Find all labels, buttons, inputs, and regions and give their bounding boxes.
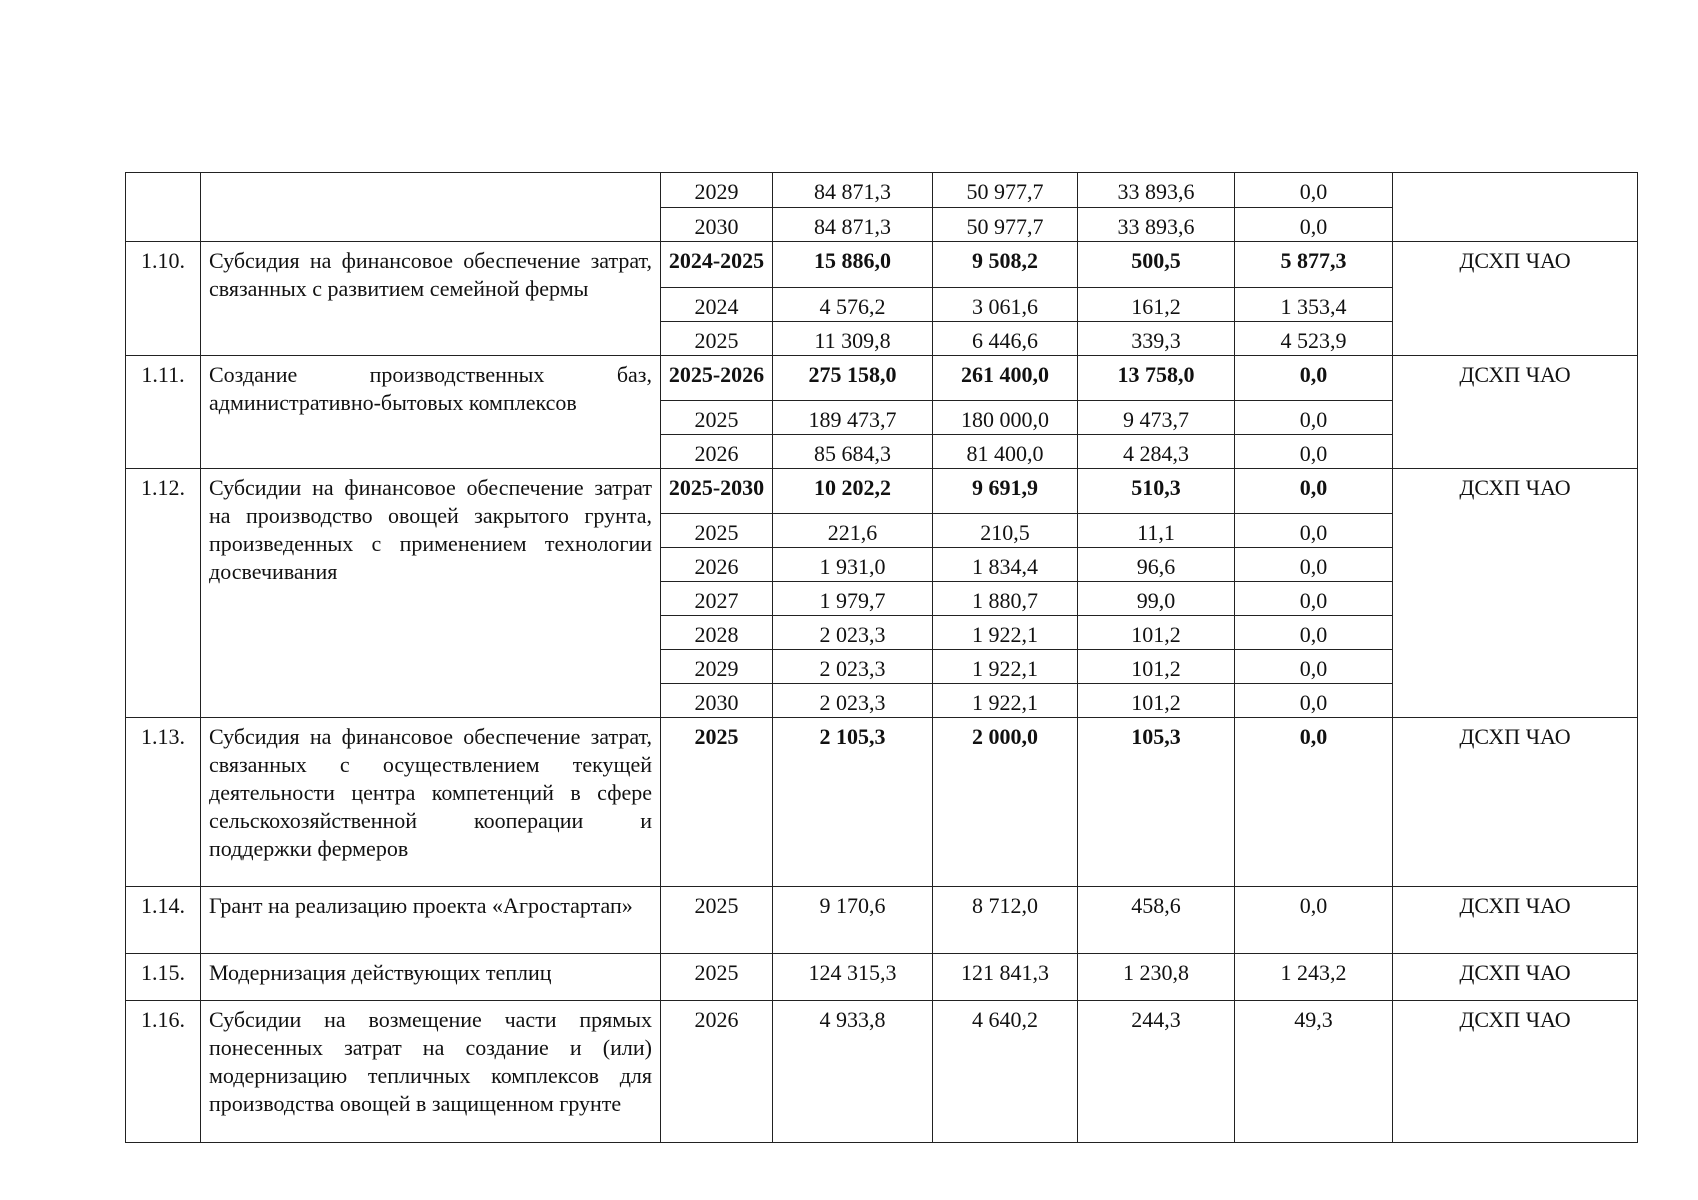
period-cell: 2025-2030 (661, 469, 773, 514)
regional-cell: 99,0 (1078, 582, 1235, 616)
total-cell: 189 473,7 (773, 401, 933, 435)
federal-cell: 1 834,4 (933, 548, 1078, 582)
total-cell: 4 576,2 (773, 288, 933, 322)
other-cell: 0,0 (1235, 401, 1393, 435)
federal-cell: 261 400,0 (933, 356, 1078, 401)
period-cell: 2029 (661, 650, 773, 684)
regional-cell: 4 284,3 (1078, 435, 1235, 469)
other-cell: 0,0 (1235, 616, 1393, 650)
period-cell: 2027 (661, 582, 773, 616)
federal-cell: 2 000,0 (933, 718, 1078, 887)
period-cell: 2024-2025 (661, 242, 773, 288)
other-cell: 1 243,2 (1235, 954, 1393, 1001)
row-number-cell: 1.14. (126, 887, 201, 954)
period-cell: 2025 (661, 954, 773, 1001)
other-cell: 0,0 (1235, 582, 1393, 616)
period-cell: 2025 (661, 718, 773, 887)
federal-cell: 180 000,0 (933, 401, 1078, 435)
period-cell: 2024 (661, 288, 773, 322)
regional-cell: 33 893,6 (1078, 208, 1235, 242)
executor-cell: ДСХП ЧАО (1393, 469, 1638, 718)
row-number-cell (126, 173, 201, 242)
executor-cell (1393, 173, 1638, 242)
period-cell: 2029 (661, 173, 773, 208)
period-cell: 2030 (661, 208, 773, 242)
other-cell: 0,0 (1235, 684, 1393, 718)
federal-cell: 50 977,7 (933, 208, 1078, 242)
measure-title-cell: Субсидии на возмещение части прямых понесенных затрат на создание и (или) модернизацию тепличных комплексов для производства овощей в защищенном грунте (201, 1001, 661, 1143)
measure-title-cell: Субсидия на финансовое обеспечение затрат, связанных с развитием семейной фермы (201, 242, 661, 356)
regional-cell: 1 230,8 (1078, 954, 1235, 1001)
row-number-cell: 1.15. (126, 954, 201, 1001)
other-cell: 0,0 (1235, 548, 1393, 582)
measure-title-cell: Субсидии на финансовое обеспечение затрат на производство овощей закрытого грунта, произведенных с применением технологии досвечивания (201, 469, 661, 718)
federal-cell: 9 691,9 (933, 469, 1078, 514)
total-cell: 124 315,3 (773, 954, 933, 1001)
total-cell: 2 023,3 (773, 616, 933, 650)
regional-cell: 161,2 (1078, 288, 1235, 322)
regional-cell: 500,5 (1078, 242, 1235, 288)
budget-table (125, 172, 1638, 1143)
executor-cell: ДСХП ЧАО (1393, 1001, 1638, 1143)
federal-cell: 1 880,7 (933, 582, 1078, 616)
period-cell: 2030 (661, 684, 773, 718)
row-number-cell: 1.13. (126, 718, 201, 887)
federal-cell: 8 712,0 (933, 887, 1078, 954)
row-number-cell: 1.16. (126, 1001, 201, 1143)
total-cell: 84 871,3 (773, 208, 933, 242)
total-cell: 2 023,3 (773, 650, 933, 684)
executor-cell: ДСХП ЧАО (1393, 356, 1638, 469)
federal-cell: 6 446,6 (933, 322, 1078, 356)
federal-cell: 81 400,0 (933, 435, 1078, 469)
total-cell: 2 105,3 (773, 718, 933, 887)
total-cell: 2 023,3 (773, 684, 933, 718)
regional-cell: 101,2 (1078, 684, 1235, 718)
federal-cell: 4 640,2 (933, 1001, 1078, 1143)
other-cell: 0,0 (1235, 208, 1393, 242)
federal-cell: 210,5 (933, 514, 1078, 548)
other-cell: 0,0 (1235, 356, 1393, 401)
federal-cell: 3 061,6 (933, 288, 1078, 322)
total-cell: 10 202,2 (773, 469, 933, 514)
other-cell: 0,0 (1235, 469, 1393, 514)
total-cell: 275 158,0 (773, 356, 933, 401)
measure-title-cell: Субсидия на финансовое обеспечение затрат, связанных с осуществлением текущей деятельности центра компетенций в сфере сельскохозяйственной кооперации и поддержки фермеров (201, 718, 661, 887)
total-cell: 85 684,3 (773, 435, 933, 469)
federal-cell: 1 922,1 (933, 650, 1078, 684)
measure-title-cell: Создание производственных баз, административно-бытовых комплексов (201, 356, 661, 469)
total-cell: 15 886,0 (773, 242, 933, 288)
measure-title-cell: Модернизация действующих теплиц (201, 954, 661, 1001)
period-cell: 2026 (661, 435, 773, 469)
measure-title-cell (201, 173, 661, 242)
other-cell: 1 353,4 (1235, 288, 1393, 322)
executor-cell: ДСХП ЧАО (1393, 954, 1638, 1001)
regional-cell: 510,3 (1078, 469, 1235, 514)
total-cell: 9 170,6 (773, 887, 933, 954)
other-cell: 5 877,3 (1235, 242, 1393, 288)
regional-cell: 9 473,7 (1078, 401, 1235, 435)
other-cell: 0,0 (1235, 650, 1393, 684)
federal-cell: 1 922,1 (933, 684, 1078, 718)
total-cell: 1 931,0 (773, 548, 933, 582)
period-cell: 2025 (661, 322, 773, 356)
regional-cell: 101,2 (1078, 616, 1235, 650)
federal-cell: 1 922,1 (933, 616, 1078, 650)
period-cell: 2025 (661, 514, 773, 548)
other-cell: 0,0 (1235, 435, 1393, 469)
total-cell: 4 933,8 (773, 1001, 933, 1143)
period-cell: 2025-2026 (661, 356, 773, 401)
other-cell: 0,0 (1235, 514, 1393, 548)
other-cell: 0,0 (1235, 718, 1393, 887)
federal-cell: 9 508,2 (933, 242, 1078, 288)
federal-cell: 121 841,3 (933, 954, 1078, 1001)
executor-cell: ДСХП ЧАО (1393, 718, 1638, 887)
regional-cell: 339,3 (1078, 322, 1235, 356)
executor-cell: ДСХП ЧАО (1393, 242, 1638, 356)
period-cell: 2026 (661, 1001, 773, 1143)
row-number-cell: 1.11. (126, 356, 201, 469)
total-cell: 1 979,7 (773, 582, 933, 616)
federal-cell: 50 977,7 (933, 173, 1078, 208)
total-cell: 221,6 (773, 514, 933, 548)
regional-cell: 13 758,0 (1078, 356, 1235, 401)
regional-cell: 458,6 (1078, 887, 1235, 954)
row-number-cell: 1.10. (126, 242, 201, 356)
other-cell: 4 523,9 (1235, 322, 1393, 356)
other-cell: 0,0 (1235, 887, 1393, 954)
other-cell: 0,0 (1235, 173, 1393, 208)
period-cell: 2025 (661, 401, 773, 435)
regional-cell: 11,1 (1078, 514, 1235, 548)
regional-cell: 96,6 (1078, 548, 1235, 582)
executor-cell: ДСХП ЧАО (1393, 887, 1638, 954)
regional-cell: 33 893,6 (1078, 173, 1235, 208)
row-number-cell: 1.12. (126, 469, 201, 718)
regional-cell: 105,3 (1078, 718, 1235, 887)
period-cell: 2028 (661, 616, 773, 650)
measure-title-cell: Грант на реализацию проекта «Агростартап» (201, 887, 661, 954)
other-cell: 49,3 (1235, 1001, 1393, 1143)
total-cell: 11 309,8 (773, 322, 933, 356)
regional-cell: 101,2 (1078, 650, 1235, 684)
period-cell: 2026 (661, 548, 773, 582)
period-cell: 2025 (661, 887, 773, 954)
total-cell: 84 871,3 (773, 173, 933, 208)
regional-cell: 244,3 (1078, 1001, 1235, 1143)
